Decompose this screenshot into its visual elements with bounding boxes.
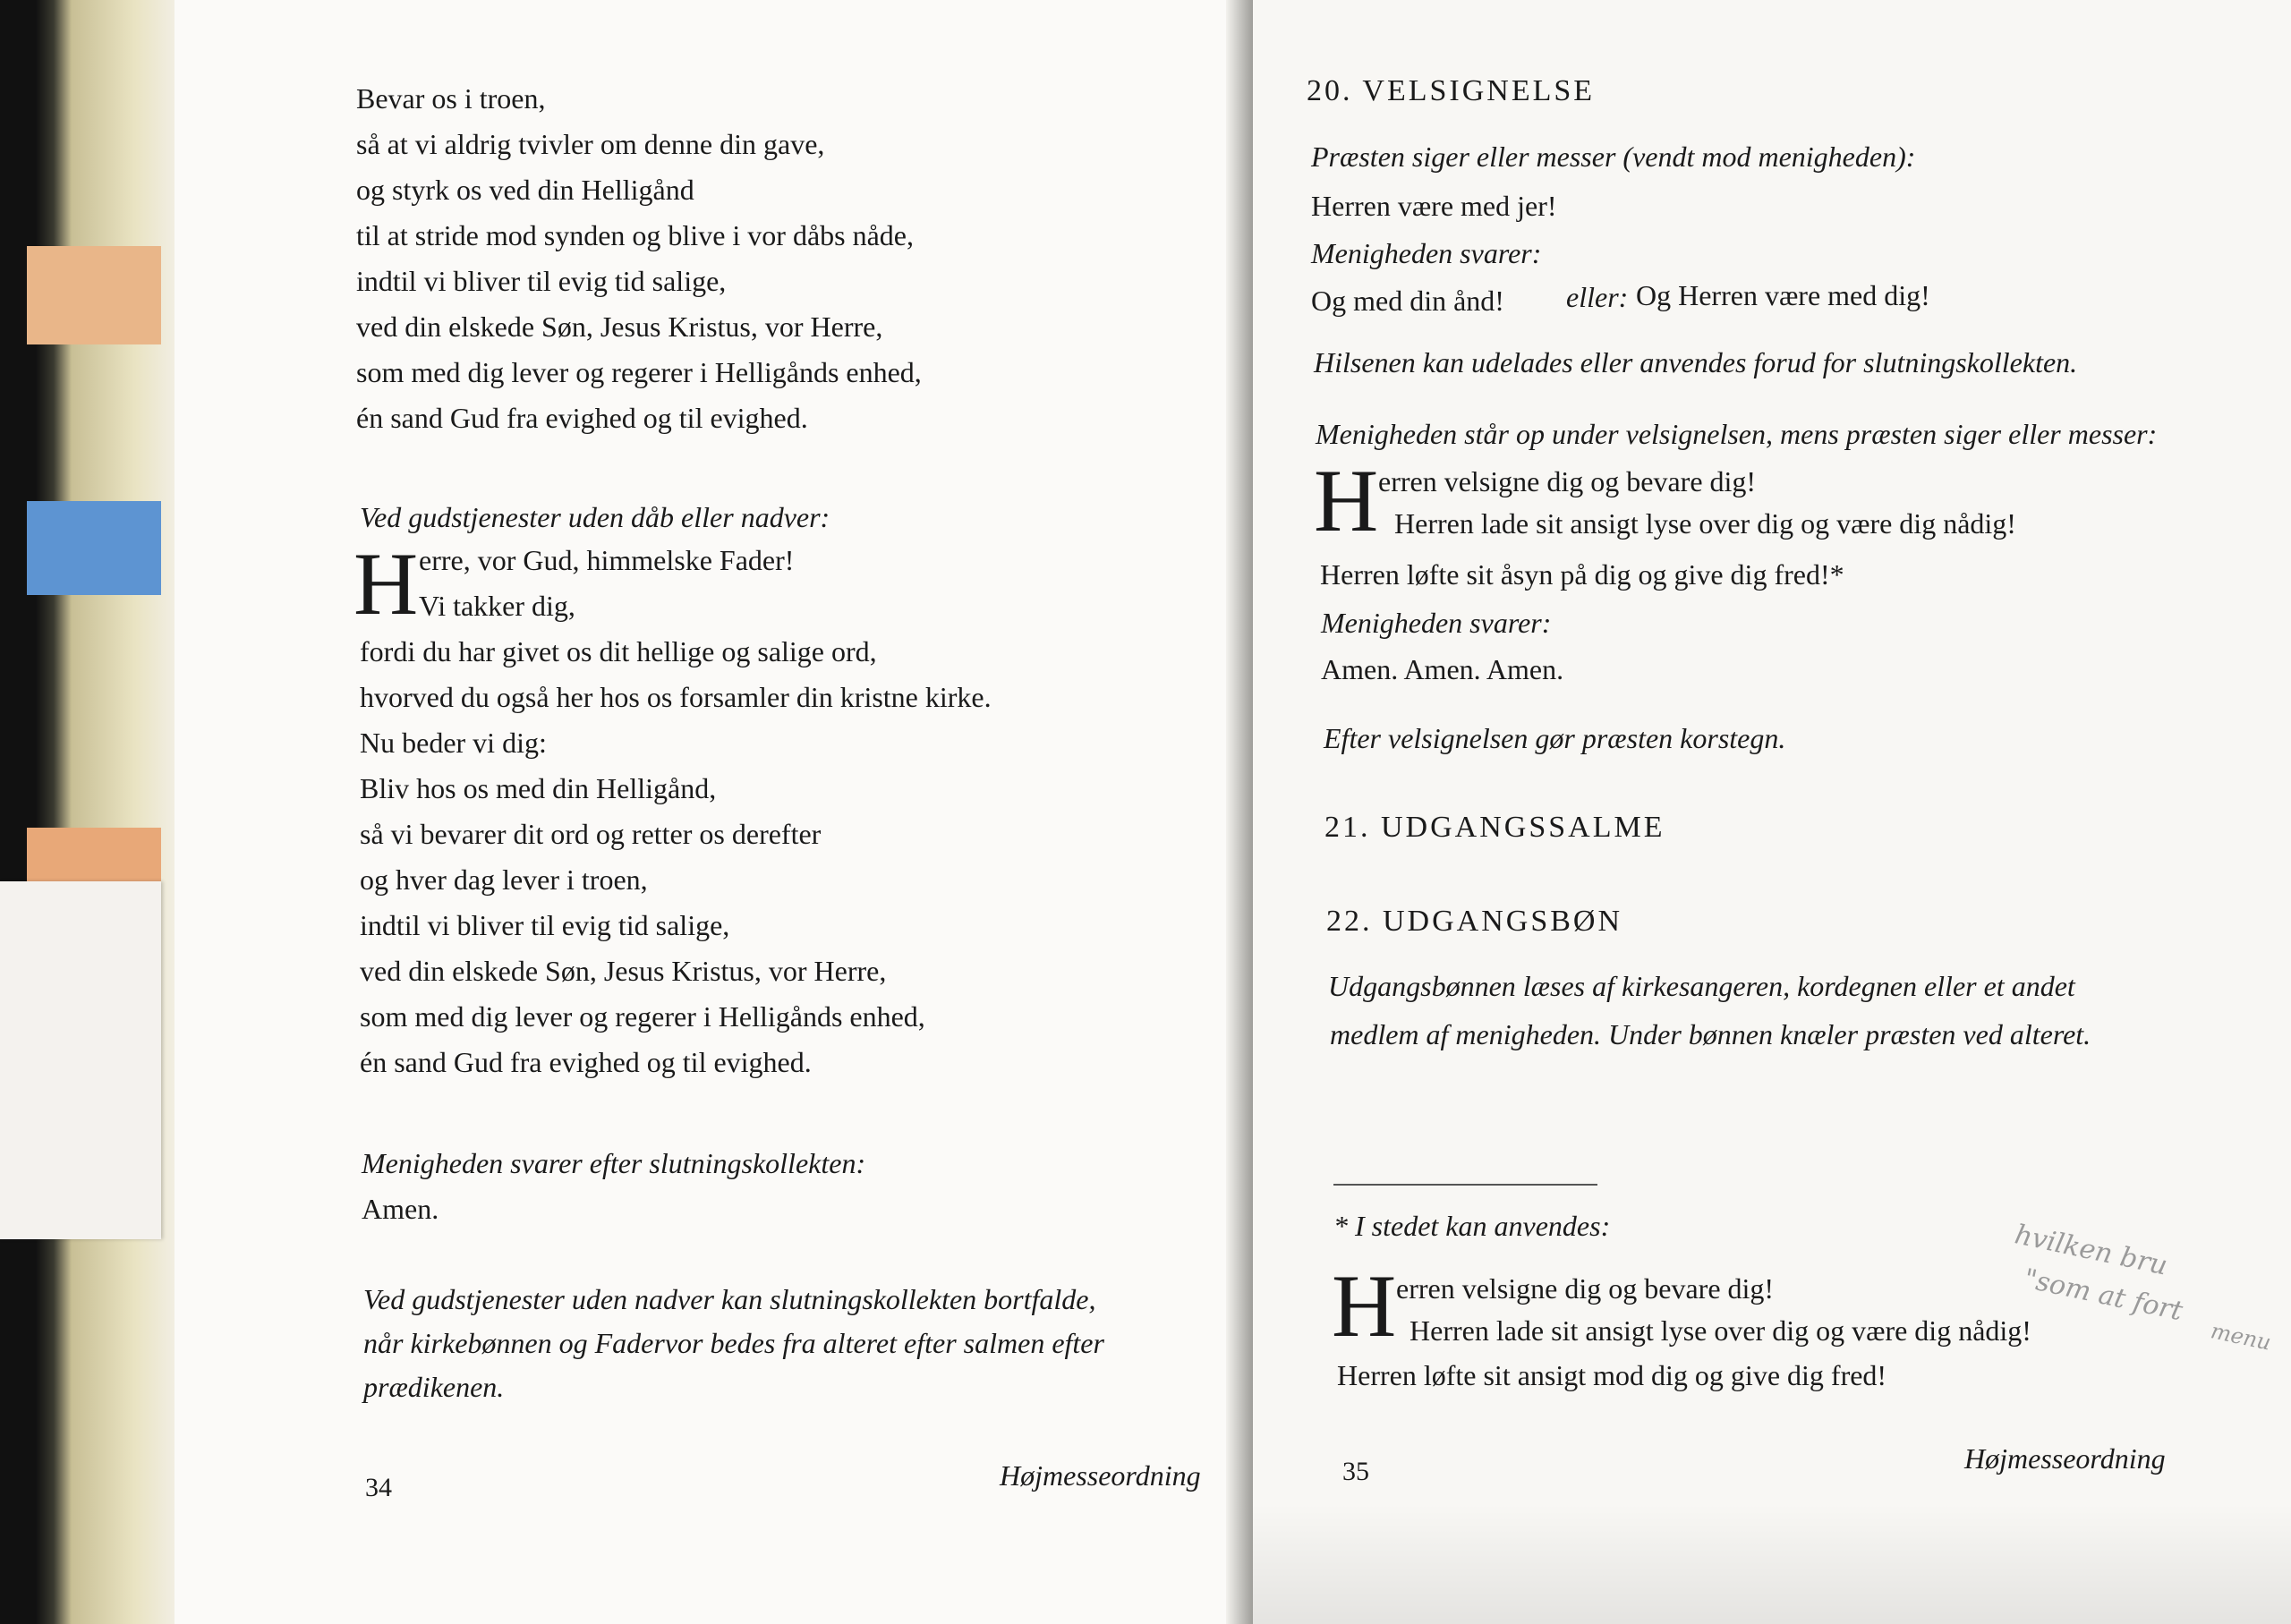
drop-cap: H [353,534,419,633]
handwritten-note: "som at fort [2021,1263,2185,1328]
rubric: Menigheden svarer: [1321,607,1552,639]
text-line: og styrk os ved din Helligånd [356,174,694,206]
rubric: medlem af menigheden. Under bønnen knæler præsten ved alteret. [1330,1018,2091,1050]
section-heading: 20. VELSIGNELSE [1307,74,1596,107]
text-line: hvorved du også her hos os forsamler din kristne kirke. [360,681,992,713]
text-line: Herren løfte sit åsyn på dig og give dig fred!* [1320,558,1844,591]
text-line: én sand Gud fra evighed og til evighed. [360,1046,812,1078]
footnote-rule [1333,1184,1597,1186]
bookmark-tab-orange-lower [27,828,161,881]
rubric: Menigheden står op under velsignelsen, mens præsten siger eller messer: [1316,418,2158,450]
text-line: erren velsigne dig og bevare dig! [1396,1272,1775,1305]
rubric-inline: eller: [1566,281,1629,313]
text-line: Bevar os i troen, [356,82,546,115]
rubric: når kirkebønnen og Fadervor bedes fra alteret efter salmen efter [363,1327,1104,1359]
paper-strip [0,881,161,1239]
text-line: indtil vi bliver til evig tid salige, [360,909,730,941]
response: Og med din ånd! [1311,285,1504,317]
rubric: prædikenen. [363,1371,505,1403]
page-number: 35 [1342,1457,1369,1486]
rubric: Ved gudstjenester uden dåb eller nadver: [360,501,830,533]
running-title: Højmesseordning [1000,1459,1201,1492]
rubric: Udgangsbønnen læses af kirkesangeren, kordegnen eller et andet [1328,970,2075,1002]
rubric: Efter velsignelsen gør præsten korstegn. [1324,722,1786,754]
text-line: Vi takker dig, [419,590,575,622]
text-line: Nu beder vi dig: [360,727,547,759]
bookmark-tab-orange [27,246,161,344]
drop-cap: H [1332,1256,1397,1356]
rubric: Menigheden svarer: [1311,237,1542,269]
text-line: Herren lade sit ansigt lyse over dig og være dig nådig! [1394,507,2016,540]
section-heading: 22. UDGANGSBØN [1326,905,1623,938]
response: Og Herren være med dig! [1636,279,1930,311]
text-line: én sand Gud fra evighed og til evighed. [356,402,808,434]
response: Amen. [362,1193,439,1225]
page-shadow [1253,1503,2291,1624]
text-line: Herren være med jer! [1311,190,1557,222]
handwritten-note: menu [2208,1318,2274,1356]
book-edge [0,0,179,1624]
text-line: som med dig lever og regerer i Helligånds enhed, [356,356,922,388]
left-page [175,0,1244,1624]
running-title: Højmesseordning [1964,1442,2166,1475]
bookmark-tab-blue [27,501,161,595]
text-line: ved din elskede Søn, Jesus Kristus, vor Herre, [360,955,887,987]
text-line: erren velsigne dig og bevare dig! [1378,465,1757,497]
rubric: Hilsenen kan udelades eller anvendes forud for slutningskollekten. [1314,346,2078,378]
right-page [1253,0,2291,1624]
rubric: Menigheden svarer efter slutningskollekten: [362,1147,866,1179]
text-line: så vi bevarer dit ord og retter os derefter [360,818,822,850]
text-line: erre, vor Gud, himmelske Fader! [419,544,795,576]
response: Amen. Amen. Amen. [1321,653,1564,685]
drop-cap: H [1314,451,1379,550]
text-line: så at vi aldrig tvivler om denne din gave, [356,128,825,160]
text-line: Herren lade sit ansigt lyse over dig og være dig nådig! [1410,1314,2031,1347]
rubric: Ved gudstjenester uden nadver kan slutningskollekten bortfalde, [363,1283,1096,1315]
handwritten-note: hvilken bru [2012,1219,2170,1282]
text-line: fordi du har givet os dit hellige og salige ord, [360,635,877,667]
text-line: Bliv hos os med din Helligånd, [360,772,717,804]
text-line: til at stride mod synden og blive i vor dåbs nåde, [356,219,914,251]
rubric: Præsten siger eller messer (vendt mod menigheden): [1311,140,1916,173]
text-line: og hver dag lever i troen, [360,863,648,896]
page-number: 34 [365,1473,392,1502]
section-heading: 21. UDGANGSSALME [1324,811,1665,844]
text-line: som med dig lever og regerer i Helligånds enhed, [360,1000,925,1033]
text-line: ved din elskede Søn, Jesus Kristus, vor Herre, [356,310,883,343]
text-line: indtil vi bliver til evig tid salige, [356,265,727,297]
text-line: Herren løfte sit ansigt mod dig og give dig fred! [1337,1359,1887,1391]
footnote-label: * I stedet kan anvendes: [1333,1210,1611,1242]
